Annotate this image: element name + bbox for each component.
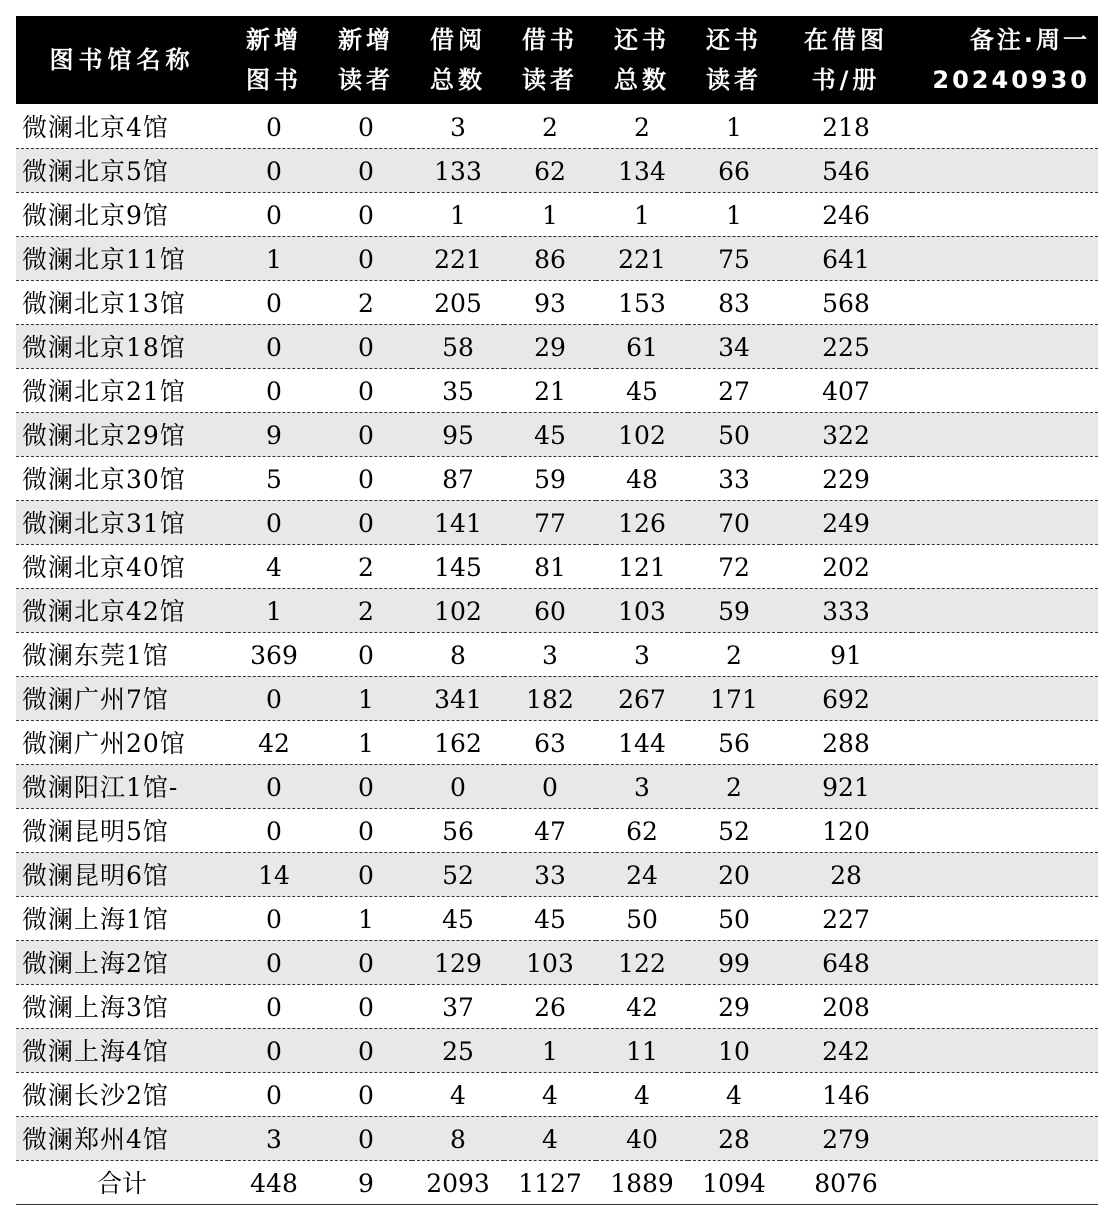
new-books-cell: 0 bbox=[266, 992, 282, 1022]
return-readers-cell: 10 bbox=[718, 1036, 750, 1066]
borrow-readers-cell: 59 bbox=[534, 464, 566, 494]
return-total-cell: 221 bbox=[618, 244, 666, 274]
new-readers-cell: 0 bbox=[358, 772, 374, 802]
on-loan-cell: 120 bbox=[822, 816, 870, 846]
header-new-readers-line2: 读者 bbox=[338, 66, 394, 94]
borrow-readers-cell: 93 bbox=[534, 288, 566, 318]
header-return-total bbox=[596, 16, 688, 104]
borrow-readers-cell: 26 bbox=[534, 992, 566, 1022]
library-name-cell: 微澜广州20馆 bbox=[22, 728, 186, 758]
borrow-total-cell: 341 bbox=[434, 684, 482, 714]
total-new-readers: 9 bbox=[358, 1168, 374, 1198]
new-books-cell: 4 bbox=[266, 552, 282, 582]
header-row bbox=[16, 16, 1098, 104]
note-cell bbox=[912, 1072, 1098, 1116]
table-row bbox=[16, 368, 1098, 412]
borrow-total-cell: 35 bbox=[442, 376, 474, 406]
on-loan-cell: 218 bbox=[822, 112, 870, 142]
library-name-cell: 微澜北京31馆 bbox=[22, 508, 186, 538]
borrow-readers-cell: 2 bbox=[542, 112, 558, 142]
library-stats-table bbox=[16, 16, 1098, 1205]
return-readers-cell: 70 bbox=[718, 508, 750, 538]
return-total-cell: 103 bbox=[618, 596, 666, 626]
on-loan-cell: 202 bbox=[822, 552, 870, 582]
table-row bbox=[16, 940, 1098, 984]
new-readers-cell: 0 bbox=[358, 1080, 374, 1110]
new-books-cell: 0 bbox=[266, 684, 282, 714]
header-on-loan bbox=[780, 16, 912, 104]
note-cell bbox=[912, 1028, 1098, 1072]
return-total-cell: 121 bbox=[618, 552, 666, 582]
borrow-total-cell: 8 bbox=[450, 640, 466, 670]
header-borrow-readers bbox=[504, 16, 596, 104]
header-new-books bbox=[228, 16, 320, 104]
borrow-total-cell: 52 bbox=[442, 860, 474, 890]
return-readers-cell: 66 bbox=[718, 156, 750, 186]
table-row bbox=[16, 588, 1098, 632]
table-row bbox=[16, 1072, 1098, 1116]
library-name-cell: 微澜阳江1馆- bbox=[22, 772, 179, 802]
return-total-cell: 42 bbox=[626, 992, 658, 1022]
new-readers-cell: 0 bbox=[358, 332, 374, 362]
library-name-cell: 微澜北京40馆 bbox=[22, 552, 186, 582]
borrow-readers-cell: 62 bbox=[534, 156, 566, 186]
note-cell bbox=[912, 940, 1098, 984]
library-name-cell: 微澜东莞1馆 bbox=[22, 640, 169, 670]
table-row bbox=[16, 896, 1098, 940]
new-books-cell: 369 bbox=[250, 640, 298, 670]
return-total-cell: 45 bbox=[626, 376, 658, 406]
return-total-cell: 267 bbox=[618, 684, 666, 714]
library-name-cell: 微澜北京29馆 bbox=[22, 420, 186, 450]
table-row bbox=[16, 808, 1098, 852]
header-note-line1: 备注·周一 bbox=[969, 26, 1090, 54]
on-loan-cell: 692 bbox=[822, 684, 870, 714]
borrow-total-cell: 8 bbox=[450, 1124, 466, 1154]
borrow-total-cell: 133 bbox=[434, 156, 482, 186]
on-loan-cell: 242 bbox=[822, 1036, 870, 1066]
borrow-readers-cell: 33 bbox=[534, 860, 566, 890]
table-row bbox=[16, 984, 1098, 1028]
return-total-cell: 153 bbox=[618, 288, 666, 318]
return-total-cell: 48 bbox=[626, 464, 658, 494]
table-row bbox=[16, 412, 1098, 456]
new-books-cell: 3 bbox=[266, 1124, 282, 1154]
library-name-cell: 微澜昆明6馆 bbox=[22, 860, 169, 890]
return-readers-cell: 28 bbox=[718, 1124, 750, 1154]
header-return-readers-line1: 还书 bbox=[706, 26, 762, 54]
borrow-readers-cell: 0 bbox=[542, 772, 558, 802]
new-readers-cell: 0 bbox=[358, 992, 374, 1022]
return-total-cell: 1 bbox=[634, 200, 650, 230]
new-books-cell: 0 bbox=[266, 156, 282, 186]
note-cell bbox=[912, 104, 1098, 148]
borrow-readers-cell: 45 bbox=[534, 420, 566, 450]
new-books-cell: 0 bbox=[266, 200, 282, 230]
header-note bbox=[912, 16, 1098, 104]
library-name-cell: 微澜广州7馆 bbox=[22, 684, 169, 714]
on-loan-cell: 229 bbox=[822, 464, 870, 494]
table-row bbox=[16, 280, 1098, 324]
borrow-readers-cell: 4 bbox=[542, 1124, 558, 1154]
on-loan-cell: 279 bbox=[822, 1124, 870, 1154]
note-cell bbox=[912, 500, 1098, 544]
return-readers-cell: 72 bbox=[718, 552, 750, 582]
new-readers-cell: 0 bbox=[358, 464, 374, 494]
new-books-cell: 0 bbox=[266, 508, 282, 538]
note-cell bbox=[912, 368, 1098, 412]
library-name-cell: 微澜郑州4馆 bbox=[22, 1124, 169, 1154]
return-readers-cell: 171 bbox=[710, 684, 758, 714]
header-new-readers bbox=[320, 16, 412, 104]
header-on-loan-line1: 在借图 bbox=[804, 26, 888, 54]
borrow-readers-cell: 29 bbox=[534, 332, 566, 362]
header-new-readers-line1: 新增 bbox=[338, 26, 394, 54]
new-readers-cell: 1 bbox=[358, 728, 374, 758]
return-total-cell: 40 bbox=[626, 1124, 658, 1154]
table-row bbox=[16, 104, 1098, 148]
table-row bbox=[16, 852, 1098, 896]
library-name-cell: 微澜长沙2馆 bbox=[22, 1080, 169, 1110]
borrow-readers-cell: 103 bbox=[526, 948, 574, 978]
new-readers-cell: 0 bbox=[358, 112, 374, 142]
return-total-cell: 50 bbox=[626, 904, 658, 934]
new-books-cell: 0 bbox=[266, 904, 282, 934]
table-row bbox=[16, 632, 1098, 676]
table-row bbox=[16, 1028, 1098, 1072]
header-on-loan-line2: 书/册 bbox=[811, 66, 881, 94]
return-total-cell: 102 bbox=[618, 420, 666, 450]
table-row bbox=[16, 676, 1098, 720]
total-borrow-readers: 1127 bbox=[518, 1168, 582, 1198]
return-readers-cell: 2 bbox=[726, 640, 742, 670]
header-borrow-readers-line2: 读者 bbox=[522, 66, 578, 94]
new-readers-cell: 2 bbox=[358, 596, 374, 626]
return-total-cell: 122 bbox=[618, 948, 666, 978]
note-cell bbox=[912, 764, 1098, 808]
borrow-readers-cell: 81 bbox=[534, 552, 566, 582]
borrow-total-cell: 56 bbox=[442, 816, 474, 846]
borrow-total-cell: 95 bbox=[442, 420, 474, 450]
total-return-readers: 1094 bbox=[702, 1168, 766, 1198]
new-readers-cell: 0 bbox=[358, 1036, 374, 1066]
new-readers-cell: 1 bbox=[358, 684, 374, 714]
table-row bbox=[16, 1116, 1098, 1160]
header-borrow-readers-line1: 借书 bbox=[522, 26, 578, 54]
return-readers-cell: 34 bbox=[718, 332, 750, 362]
borrow-readers-cell: 77 bbox=[534, 508, 566, 538]
on-loan-cell: 91 bbox=[830, 640, 862, 670]
note-cell bbox=[912, 588, 1098, 632]
return-readers-cell: 4 bbox=[726, 1080, 742, 1110]
borrow-total-cell: 25 bbox=[442, 1036, 474, 1066]
new-books-cell: 0 bbox=[266, 948, 282, 978]
new-readers-cell: 1 bbox=[358, 904, 374, 934]
total-return-total: 1889 bbox=[610, 1168, 674, 1198]
return-readers-cell: 20 bbox=[718, 860, 750, 890]
borrow-readers-cell: 182 bbox=[526, 684, 574, 714]
return-total-cell: 4 bbox=[634, 1080, 650, 1110]
total-label: 合计 bbox=[96, 1168, 147, 1198]
note-cell bbox=[912, 236, 1098, 280]
borrow-readers-cell: 21 bbox=[534, 376, 566, 406]
new-books-cell: 0 bbox=[266, 288, 282, 318]
new-readers-cell: 0 bbox=[358, 156, 374, 186]
borrow-readers-cell: 4 bbox=[542, 1080, 558, 1110]
note-cell bbox=[912, 192, 1098, 236]
header-return-total-line2: 总数 bbox=[614, 66, 670, 94]
header-library-name-text: 图书馆名称 bbox=[49, 46, 195, 74]
on-loan-cell: 641 bbox=[822, 244, 870, 274]
table-row bbox=[16, 456, 1098, 500]
return-readers-cell: 27 bbox=[718, 376, 750, 406]
new-books-cell: 0 bbox=[266, 1036, 282, 1066]
borrow-total-cell: 3 bbox=[450, 112, 466, 142]
library-name-cell: 微澜北京30馆 bbox=[22, 464, 186, 494]
new-books-cell: 5 bbox=[266, 464, 282, 494]
borrow-total-cell: 162 bbox=[434, 728, 482, 758]
new-readers-cell: 0 bbox=[358, 860, 374, 890]
library-name-cell: 微澜上海2馆 bbox=[22, 948, 169, 978]
total-new-books: 448 bbox=[250, 1168, 298, 1198]
new-readers-cell: 0 bbox=[358, 420, 374, 450]
new-books-cell: 0 bbox=[266, 376, 282, 406]
on-loan-cell: 407 bbox=[822, 376, 870, 406]
borrow-total-cell: 58 bbox=[442, 332, 474, 362]
note-cell bbox=[912, 676, 1098, 720]
library-name-cell: 微澜北京42馆 bbox=[22, 596, 186, 626]
return-total-cell: 134 bbox=[618, 156, 666, 186]
borrow-readers-cell: 1 bbox=[542, 200, 558, 230]
borrow-total-cell: 205 bbox=[434, 288, 482, 318]
library-name-cell: 微澜昆明5馆 bbox=[22, 816, 169, 846]
return-readers-cell: 75 bbox=[718, 244, 750, 274]
table-row bbox=[16, 720, 1098, 764]
header-return-readers bbox=[688, 16, 780, 104]
new-readers-cell: 0 bbox=[358, 816, 374, 846]
new-readers-cell: 0 bbox=[358, 376, 374, 406]
return-readers-cell: 99 bbox=[718, 948, 750, 978]
library-name-cell: 微澜北京11馆 bbox=[22, 244, 186, 274]
header-return-readers-line2: 读者 bbox=[706, 66, 762, 94]
note-cell bbox=[912, 324, 1098, 368]
on-loan-cell: 227 bbox=[822, 904, 870, 934]
note-cell bbox=[912, 632, 1098, 676]
return-total-cell: 2 bbox=[634, 112, 650, 142]
table-row bbox=[16, 544, 1098, 588]
library-name-cell: 微澜北京18馆 bbox=[22, 332, 186, 362]
return-readers-cell: 50 bbox=[718, 904, 750, 934]
borrow-total-cell: 87 bbox=[442, 464, 474, 494]
note-cell bbox=[912, 852, 1098, 896]
total-row bbox=[16, 1160, 1098, 1204]
borrow-total-cell: 37 bbox=[442, 992, 474, 1022]
return-total-cell: 144 bbox=[618, 728, 666, 758]
return-total-cell: 3 bbox=[634, 772, 650, 802]
table-body bbox=[16, 104, 1098, 1160]
header-new-books-line1: 新增 bbox=[246, 26, 302, 54]
note-cell bbox=[912, 808, 1098, 852]
library-stats-sheet bbox=[16, 16, 1098, 1205]
return-readers-cell: 2 bbox=[726, 772, 742, 802]
return-readers-cell: 83 bbox=[718, 288, 750, 318]
borrow-total-cell: 141 bbox=[434, 508, 482, 538]
borrow-total-cell: 129 bbox=[434, 948, 482, 978]
table-row bbox=[16, 324, 1098, 368]
borrow-readers-cell: 1 bbox=[542, 1036, 558, 1066]
header-return-total-line1: 还书 bbox=[614, 26, 670, 54]
return-readers-cell: 33 bbox=[718, 464, 750, 494]
table-row bbox=[16, 148, 1098, 192]
borrow-total-cell: 145 bbox=[434, 552, 482, 582]
library-name-cell: 微澜北京5馆 bbox=[22, 156, 169, 186]
new-books-cell: 0 bbox=[266, 1080, 282, 1110]
table-row bbox=[16, 500, 1098, 544]
new-readers-cell: 2 bbox=[358, 288, 374, 318]
borrow-total-cell: 0 bbox=[450, 772, 466, 802]
new-books-cell: 1 bbox=[266, 596, 282, 626]
note-cell bbox=[912, 896, 1098, 940]
on-loan-cell: 246 bbox=[822, 200, 870, 230]
on-loan-cell: 208 bbox=[822, 992, 870, 1022]
new-books-cell: 42 bbox=[258, 728, 290, 758]
new-books-cell: 0 bbox=[266, 816, 282, 846]
borrow-readers-cell: 60 bbox=[534, 596, 566, 626]
header-library-name bbox=[16, 16, 228, 104]
header-new-books-line2: 图书 bbox=[246, 66, 302, 94]
borrow-total-cell: 1 bbox=[450, 200, 466, 230]
new-readers-cell: 0 bbox=[358, 640, 374, 670]
new-readers-cell: 0 bbox=[358, 200, 374, 230]
return-total-cell: 61 bbox=[626, 332, 658, 362]
on-loan-cell: 921 bbox=[822, 772, 870, 802]
new-books-cell: 1 bbox=[266, 244, 282, 274]
on-loan-cell: 249 bbox=[822, 508, 870, 538]
borrow-total-cell: 221 bbox=[434, 244, 482, 274]
note-cell bbox=[912, 148, 1098, 192]
new-books-cell: 0 bbox=[266, 112, 282, 142]
borrow-total-cell: 4 bbox=[450, 1080, 466, 1110]
borrow-readers-cell: 45 bbox=[534, 904, 566, 934]
on-loan-cell: 568 bbox=[822, 288, 870, 318]
library-name-cell: 微澜上海3馆 bbox=[22, 992, 169, 1022]
on-loan-cell: 225 bbox=[822, 332, 870, 362]
new-books-cell: 9 bbox=[266, 420, 282, 450]
header-note-line2: 20240930 bbox=[932, 66, 1090, 94]
library-name-cell: 微澜上海4馆 bbox=[22, 1036, 169, 1066]
on-loan-cell: 546 bbox=[822, 156, 870, 186]
return-readers-cell: 50 bbox=[718, 420, 750, 450]
return-readers-cell: 59 bbox=[718, 596, 750, 626]
note-cell bbox=[912, 280, 1098, 324]
return-total-cell: 3 bbox=[634, 640, 650, 670]
header-borrow-total bbox=[412, 16, 504, 104]
note-cell bbox=[912, 412, 1098, 456]
borrow-total-cell: 45 bbox=[442, 904, 474, 934]
new-readers-cell: 0 bbox=[358, 1124, 374, 1154]
return-readers-cell: 1 bbox=[726, 112, 742, 142]
return-total-cell: 24 bbox=[626, 860, 658, 890]
header-borrow-total-line1: 借阅 bbox=[430, 26, 486, 54]
on-loan-cell: 322 bbox=[822, 420, 870, 450]
total-note bbox=[912, 1160, 1098, 1204]
note-cell bbox=[912, 456, 1098, 500]
note-cell bbox=[912, 720, 1098, 764]
borrow-readers-cell: 63 bbox=[534, 728, 566, 758]
return-readers-cell: 1 bbox=[726, 200, 742, 230]
library-name-cell: 微澜北京13馆 bbox=[22, 288, 186, 318]
new-books-cell: 0 bbox=[266, 772, 282, 802]
note-cell bbox=[912, 1116, 1098, 1160]
on-loan-cell: 333 bbox=[822, 596, 870, 626]
return-readers-cell: 29 bbox=[718, 992, 750, 1022]
note-cell bbox=[912, 984, 1098, 1028]
new-readers-cell: 0 bbox=[358, 508, 374, 538]
total-on-loan: 8076 bbox=[814, 1168, 878, 1198]
table-row bbox=[16, 192, 1098, 236]
new-readers-cell: 2 bbox=[358, 552, 374, 582]
borrow-total-cell: 102 bbox=[434, 596, 482, 626]
new-books-cell: 14 bbox=[258, 860, 290, 890]
on-loan-cell: 146 bbox=[822, 1080, 870, 1110]
library-name-cell: 微澜上海1馆 bbox=[22, 904, 169, 934]
new-readers-cell: 0 bbox=[358, 244, 374, 274]
borrow-readers-cell: 3 bbox=[542, 640, 558, 670]
return-total-cell: 62 bbox=[626, 816, 658, 846]
table-row bbox=[16, 236, 1098, 280]
borrow-readers-cell: 86 bbox=[534, 244, 566, 274]
library-name-cell: 微澜北京21馆 bbox=[22, 376, 186, 406]
new-readers-cell: 0 bbox=[358, 948, 374, 978]
return-readers-cell: 52 bbox=[718, 816, 750, 846]
return-readers-cell: 56 bbox=[718, 728, 750, 758]
total-borrow-total: 2093 bbox=[426, 1168, 490, 1198]
table-row bbox=[16, 764, 1098, 808]
borrow-readers-cell: 47 bbox=[534, 816, 566, 846]
note-cell bbox=[912, 544, 1098, 588]
on-loan-cell: 648 bbox=[822, 948, 870, 978]
on-loan-cell: 28 bbox=[830, 860, 862, 890]
return-total-cell: 11 bbox=[626, 1036, 658, 1066]
new-books-cell: 0 bbox=[266, 332, 282, 362]
on-loan-cell: 288 bbox=[822, 728, 870, 758]
library-name-cell: 微澜北京4馆 bbox=[22, 112, 169, 142]
header-borrow-total-line2: 总数 bbox=[430, 66, 486, 94]
library-name-cell: 微澜北京9馆 bbox=[22, 200, 169, 230]
return-total-cell: 126 bbox=[618, 508, 666, 538]
